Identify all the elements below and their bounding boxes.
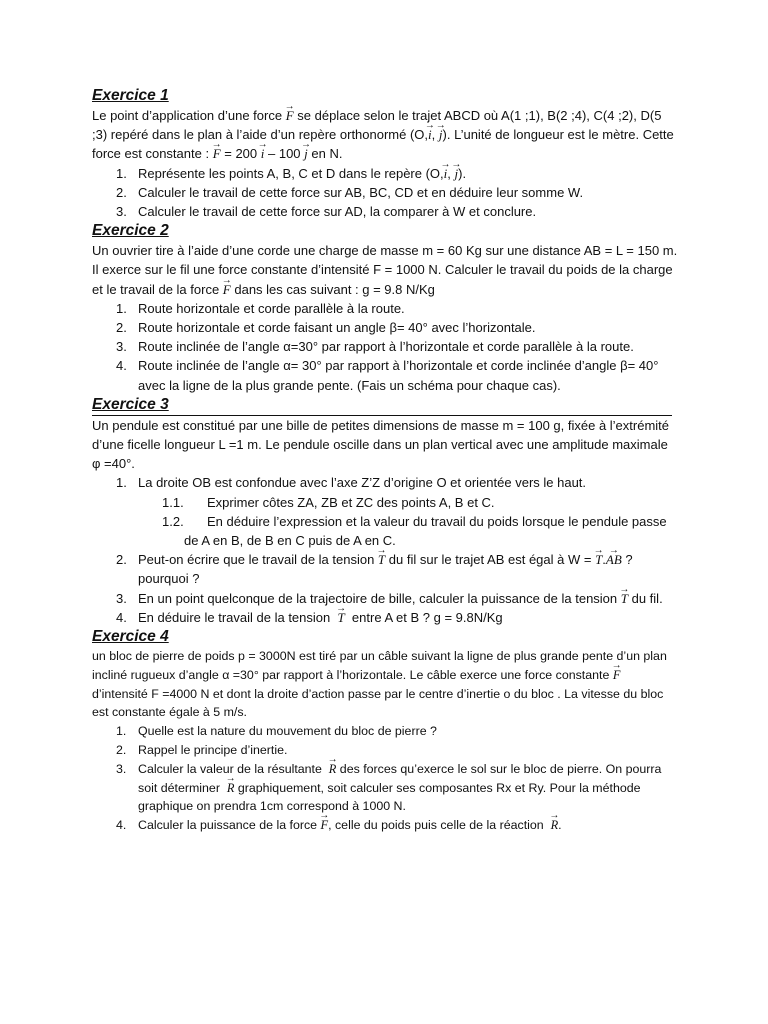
- exercise-2-question-4: 4. Route inclinée de l’angle α= 30° par rapport à l’horizontale et corde inclinée d’angle β= 40° avec la ligne de la plus grande pente. (Fais un schéma pour chaque cas).: [116, 358, 659, 393]
- exercise-2-title: Exercice 2: [92, 222, 169, 240]
- exercise-4-question-4: 4. Calculer la puissance de la force → F, celle du poids puis celle de la réaction → R.: [92, 816, 678, 835]
- exercise-4-questions: [92, 722, 678, 835]
- exercise-3-intro: Un pendule est constitué par une bille de petites dimensions de masse m = 100 g, fixée à l’extrémité d’une ficelle longueur L =1 m. Le pendule oscille dans un plan vertical avec une amplitude maximale φ =40°.: [92, 417, 670, 472]
- exercise-2-intro: Un ouvrier tire à l’aide d’une corde une charge de masse m = 60 Kg sur une distance AB = L = 150 m. Il exerce sur le fil une force constante d’intensité F = 1000 N. Calculer le travail du poids de la charge et le travail de la force → F dans les cas suivant : g = 9.8 N/Kg: [92, 241, 678, 299]
- exercise-3-question-1: 1. La droite OB est confondue avec l’axe Z’Z d’origine O et orientée vers le haut. 1.1. Exprimer côtes ZA, ZB et ZC des points A, B et C. 1.2. En déduire l’expression et la valeur du travail du poids lorsque le pendule passe de A en B, de B en C puis de A en C.: [92, 473, 678, 550]
- exercise-4-intro: un bloc de pierre de poids p = 3000N est tiré par un câble suivant la ligne de plus grande pente d’un plan incliné rugueux d’angle α =30° par rapport à l’horizontale. Le câble exerce une force constante → F d’intensité F =4000 N et dont la droite d’action passe par le centre d’inertie o du bloc . La vitesse du bloc est constante égale à 5 m/s.: [92, 647, 678, 722]
- exercise-4-question-1: 1. Quelle est la nature du mouvement du bloc de pierre ?: [116, 724, 437, 739]
- exercise-2-questions: [92, 299, 678, 395]
- exercise-1-title: Exercice 1: [92, 87, 169, 104]
- document-body: [92, 86, 678, 835]
- exercise-1-question-2: 2. Calculer le travail de cette force sur AB, BC, CD et en déduire leur somme W.: [116, 184, 584, 200]
- exercise-2-question-2: 2. Route horizontale et corde faisant un angle β= 40° avec l’horizontale.: [116, 320, 536, 336]
- exercise-3-question-3: 3. En un point quelconque de la trajectoire de bille, calculer la puissance de la tension → T du fil.: [92, 589, 678, 608]
- exercise-3-title: Exercice 3: [92, 395, 672, 416]
- exercise-4-block: [92, 647, 678, 835]
- exercise-4-question-2: 2. Rappel le principe d’inertie.: [116, 743, 288, 758]
- exercise-4-title: Exercice 4: [92, 628, 169, 646]
- exercise-2-question-3: 3. Route inclinée de l’angle α=30° par rapport à l’horizontale et corde parallèle à la route.: [116, 339, 634, 355]
- exercise-1-intro: Le point d’application d’une force → F se déplace selon le trajet ABCD où A(1 ;1), B(2 ;4), C(4 ;2), D(5 ;3) repéré dans le plan à l’aide d’un repère orthonormé (O,→ i, → j). L’unité de longueur est le mètre. Cette force est constante : → F = 200 → i – 100 → j en N.: [92, 106, 678, 164]
- exercise-3-question-4: 4. En déduire le travail de la tension → T entre A et B ? g = 9.8N/Kg: [92, 608, 678, 627]
- exercise-4-question-3: 3. Calculer la valeur de la résultante → R des forces qu’exerce le sol sur le bloc de pierre. On pourra soit déterminer → R graphiquement, soit calculer ses composantes Rx et Ry. Pour la méthode graphique on prendra 1cm correspond à 1000 N.: [92, 760, 678, 816]
- exercise-3-question-2: 2. Peut-on écrire que le travail de la tension → T du fil sur le trajet AB est égal à W = → T.→ AB ? pourquoi ?: [92, 550, 678, 588]
- exercise-1-question-3: 3. Calculer le travail de cette force sur AD, la comparer à W et conclure.: [116, 204, 537, 220]
- exercise-3-subquestion-1: 1.1. Exprimer côtes ZA, ZB et ZC des points A, B et C.: [162, 494, 495, 510]
- exercise-1-questions: [92, 164, 678, 222]
- exercise-1-question-1: 1. Représente les points A, B, C et D dans le repère (O,→ i, → j).: [92, 164, 678, 183]
- exercise-2-question-1: 1. Route horizontale et corde parallèle à la route.: [116, 300, 405, 316]
- exercise-3-subquestion-2: 1.2. En déduire l’expression et la valeur du travail du poids lorsque le pendule passe de A en B, de B en C puis de A en C.: [162, 513, 667, 549]
- exercise-3-questions: [92, 473, 678, 627]
